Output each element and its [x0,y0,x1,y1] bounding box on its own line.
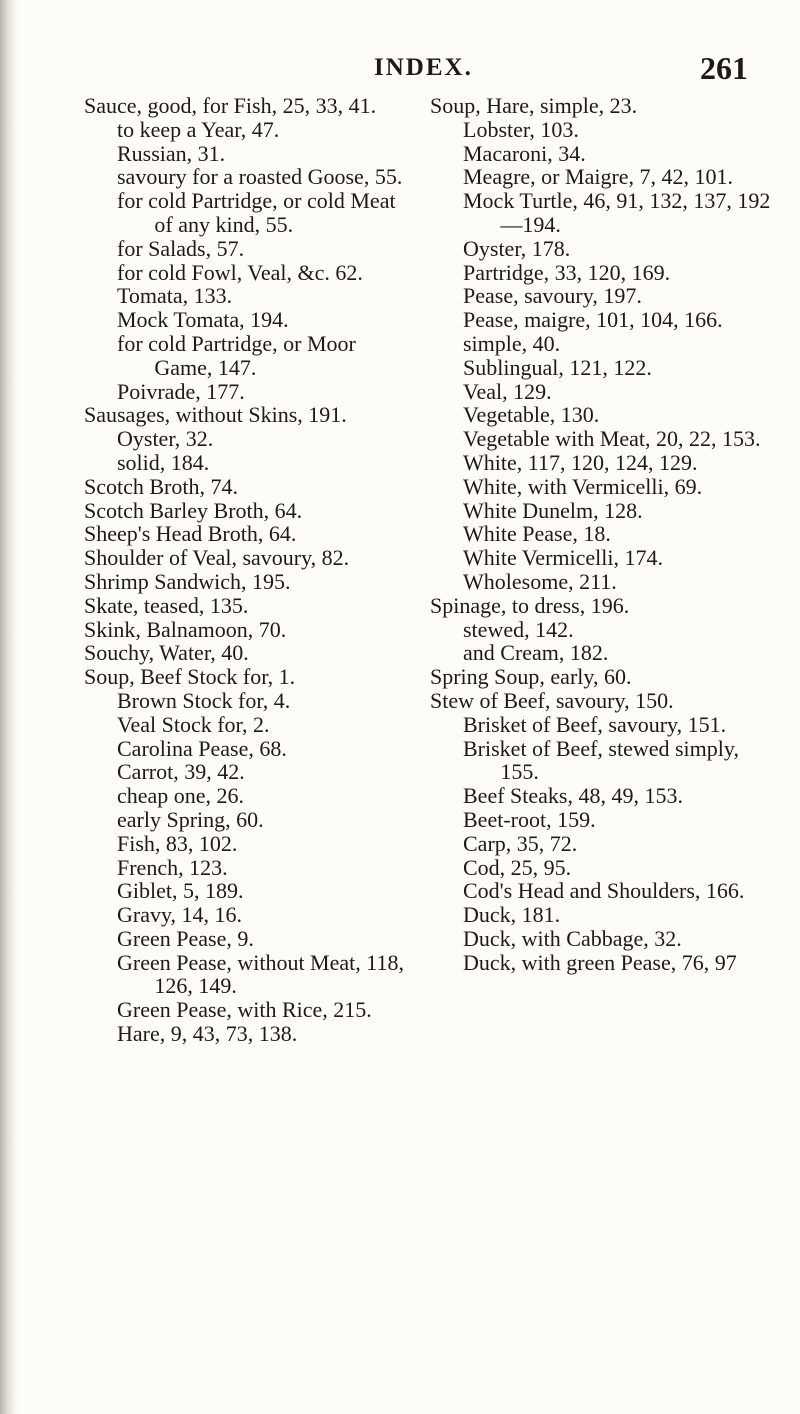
index-entry: Stew of Beef, savoury, 150. [430,687,674,713]
index-entry: Spinage, to dress, 196. [430,592,630,618]
index-entry: Skate, teased, 135. [84,592,249,618]
index-entry: Meagre, or Maigre, 7, 42, 101. [463,164,734,190]
index-entry: Beet-root, 159. [463,806,596,832]
index-entry: Skink, Balnamoon, 70. [84,616,287,642]
index-entry: Brisket of Beef, savoury, 151. [463,711,727,737]
index-entry: simple, 40. [463,330,561,356]
index-entry: Partridge, 33, 120, 169. [463,259,671,285]
index-entry: Veal, 129. [463,378,552,404]
index-entry: Veal Stock for, 2. [117,711,270,737]
index-entry: Sauce, good, for Fish, 25, 33, 41. [84,93,377,118]
index-entry: Russian, 31. [117,140,226,166]
index-entry: Oyster, 32. [117,426,214,452]
index-entry: Fish, 83, 102. [117,830,238,856]
index-entry: Brisket of Beef, stewed simply, 155. [463,735,739,785]
index-entry: Wholesome, 211. [463,568,617,594]
index-entry: Shrimp Sandwich, 195. [84,568,291,594]
index-entry: Brown Stock for, 4. [117,687,291,713]
index-entry: Scotch Broth, 74. [84,473,238,499]
index-entry: Green Pease, without Meat, 118, 126, 149. [117,949,404,999]
index-entry: Green Pease, 9. [117,925,254,951]
index-entry: Poivrade, 177. [117,378,245,404]
index-entry: Duck, with Cabbage, 32. [463,925,682,951]
index-entry: Carolina Pease, 68. [117,735,287,761]
index-entry: Lobster, 103. [463,116,579,142]
index-entry: Duck, with green Pease, 76, 97 [463,949,737,975]
index-entry: stewed, 142. [463,616,574,642]
index-entry: Sheep's Head Broth, 64. [84,521,297,547]
index-entry: Carrot, 39, 42. [117,759,245,785]
index-entry: cheap one, 26. [117,783,245,809]
index-entry: Pease, savoury, 197. [463,283,642,309]
index-entry: White, with Vermicelli, 69. [463,473,703,499]
index-entry: White, 117, 120, 124, 129. [463,449,698,475]
index-entry: for cold Fowl, Veal, &c. 62. [117,259,363,285]
index-entry: solid, 184. [117,449,210,475]
index-entry: early Spring, 60. [117,806,264,832]
index-entry: Vegetable, 130. [463,402,600,428]
index-entry: Soup, Beef Stock for, 1. [84,664,296,690]
page-header [0,46,800,90]
index-entry: Cod, 25, 95. [463,854,572,880]
index-entry: to keep a Year, 47. [117,116,280,142]
index-entry: French, 123. [117,854,228,880]
index-entry: Carp, 35, 72. [463,830,578,856]
index-entry: White Pease, 18. [463,521,611,547]
index-entry: Pease, maigre, 101, 104, 166. [463,307,723,333]
index-entry: savoury for a roasted Goose, 55. [117,164,403,190]
index-entry: White Dunelm, 128. [463,497,643,523]
index-column-right [430,94,782,974]
index-entry: Beef Steaks, 48, 49, 153. [463,783,683,809]
index-entry: for Salads, 57. [117,235,245,261]
index-entry: Gravy, 14, 16. [117,902,243,928]
index-entry: Cod's Head and Shoulders, 166. [463,878,745,904]
page-number: 261 [700,50,748,86]
index-entry: Green Pease, with Rice, 215. [117,997,372,1023]
index-entry: Sublingual, 121, 122. [463,354,652,380]
index-entry: Sausages, without Skins, 191. [84,402,347,428]
index-entry: for cold Partridge, or cold Meat of any kind, 55. [117,188,396,237]
running-title: INDEX. [374,54,473,81]
index-entry: Mock Tomata, 194. [117,307,289,333]
index-entry: Vegetable with Meat, 20, 22, 153. [463,426,761,452]
index-entry: and Cream, 182. [463,640,609,666]
index-entry: Souchy, Water, 40. [84,640,249,666]
index-entry: Hare, 9, 43, 73, 138. [117,1021,298,1047]
page-binding-edge [0,0,18,1414]
index-column-left [84,94,414,1046]
index-entry: Shoulder of Veal, savoury, 82. [84,545,350,571]
index-entry: Macaroni, 34. [463,140,586,166]
index-entry: Spring Soup, early, 60. [430,664,632,690]
index-entry: White Vermicelli, 174. [463,545,663,571]
index-entry: Mock Turtle, 46, 91, 132, 137, 192—194. [463,188,771,237]
index-entry: Soup, Hare, simple, 23. [430,93,638,118]
index-entry: Giblet, 5, 189. [117,878,244,904]
index-entry: Oyster, 178. [463,235,571,261]
index-entry: for cold Partridge, or Moor Game, 147. [117,330,356,380]
index-entry: Scotch Barley Broth, 64. [84,497,303,523]
index-entry: Duck, 181. [463,902,561,928]
index-entry: Tomata, 133. [117,283,233,309]
